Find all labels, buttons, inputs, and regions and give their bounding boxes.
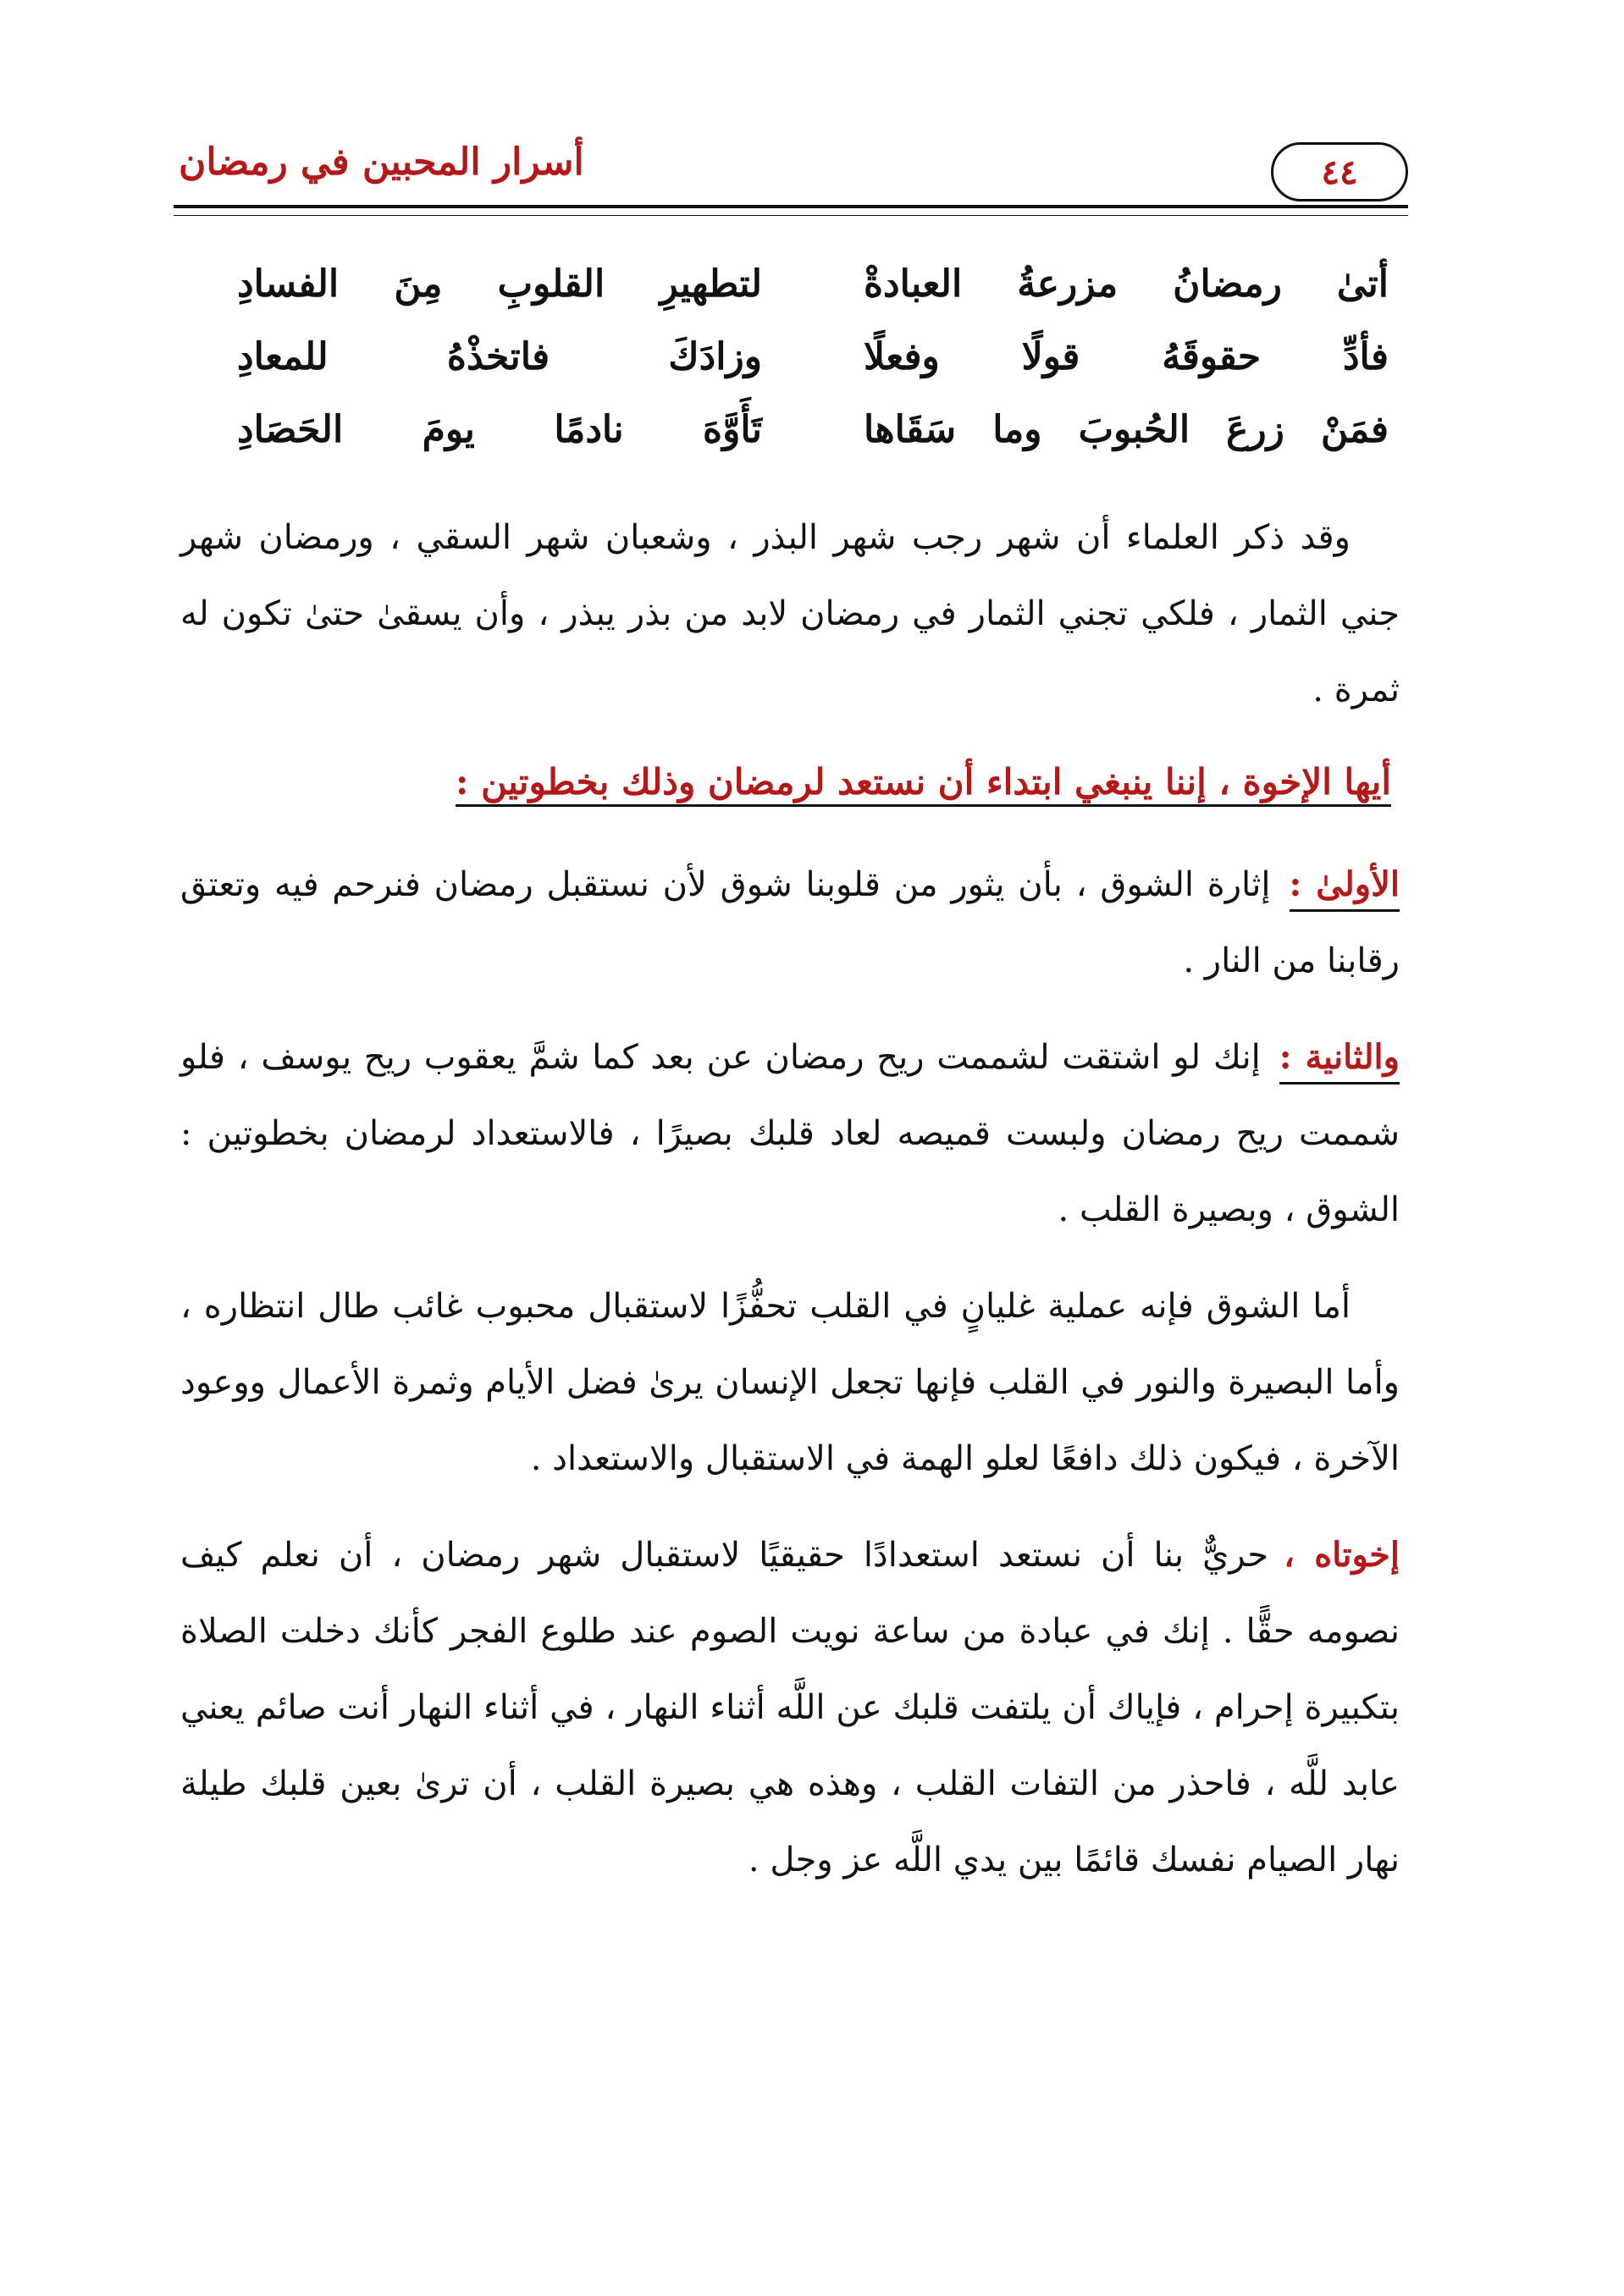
brothers-label: إخوتاه ،: [1284, 1535, 1400, 1575]
poem-second-hemistich: لتطهيرِ القلوبِ مِنَ الفسادِ: [237, 262, 762, 306]
paragraph-brothers: [180, 1517, 1400, 1898]
paragraph-first-step: [180, 847, 1400, 999]
second-step-label: والثانية :: [1279, 1037, 1400, 1085]
page-number: ٤٤: [1321, 152, 1358, 192]
poem-line: [237, 247, 1389, 320]
page-number-badge: [1271, 142, 1408, 201]
first-step-label: الأولىٰ :: [1290, 864, 1400, 912]
poem-first-hemistich: أتىٰ رمضانُ مزرعةُ العبادةْ: [864, 262, 1389, 306]
header-rule-thin: [174, 215, 1408, 216]
section-heading-text: أيها الإخوة ، إننا ينبغي ابتداء أن نستعد لرمضان وذلك بخطوتين :: [456, 761, 1391, 807]
first-step-text: إثارة الشوق ، بأن يثور من قلوبنا شوق لأن نستقبل رمضان فنرحم فيه وتعتق رقابنا من النار .: [180, 865, 1400, 980]
poem-second-hemistich: وزادَكَ فاتخذْهُ للمعادِ: [237, 334, 762, 378]
paragraph-longing: أما الشوق فإنه عملية غليانٍ في القلب تحفُّزًا لاستقبال محبوب غائب طال انتظاره ، وأما البصيرة والنور في القلب فإنها تجعل الإنسان يرىٰ فضل الأيام وثمرة الأعمال ووعود الآخرة ، فيكون ذلك دافعًا لعلو الهمة في الاستقبال والاستعداد .: [180, 1287, 1400, 1478]
paragraph-seasons: وقد ذكر العلماء أن شهر رجب شهر البذر ، وشعبان شهر السقي ، ورمضان شهر جني الثمار ، فلكي تجني الثمار في رمضان لابد من بذر يبذر ، وأن يسقىٰ حتىٰ تكون له ثمرة .: [180, 518, 1400, 709]
poem-first-hemistich: فأدِّ حقوقَهُ قولًا وفعلًا: [864, 334, 1389, 378]
page-body: [180, 499, 1400, 1918]
header-rule: [174, 205, 1408, 208]
book-title: أسرار المحبين في رمضان: [179, 141, 584, 184]
brothers-text: حريٌّ بنا أن نستعد استعدادًا حقيقيًا لاستقبال شهر رمضان ، أن نعلم كيف نصومه حقًّا . إنك في عبادة من ساعة نويت الصوم عند طلوع الفجر كأنك دخلت الصلاة بتكبيرة إحرام ، فإياك أن يلتفت قلبك عن اللَّه أثناء النهار ، في أثناء النهار أنت صائم يعني عابد للَّه ، فاحذر من التفات القلب ، وهذه هي بصيرة القلب ، أن ترىٰ بعين قلبك طيلة نهار الصيام نفسك قائمًا بين يدي اللَّه عز وجل .: [180, 1536, 1400, 1879]
section-heading: [180, 748, 1400, 816]
poem: [237, 247, 1389, 466]
paragraph-second-step: [180, 1019, 1400, 1248]
second-step-text: إنك لو اشتقت لشممت ريح رمضان عن بعد كما شمَّ يعقوب ريح يوسف ، فلو شممت ريح رمضان ولبست قميصه لعاد قلبك بصيرًا ، فالاستعداد لرمضان بخطوتين : الشوق ، وبصيرة القلب .: [180, 1038, 1400, 1229]
poem-second-hemistich: تَأَوَّهَ نادمًا يومَ الحَصَادِ: [237, 407, 762, 451]
poem-line: [237, 320, 1389, 393]
poem-line: [237, 393, 1389, 466]
page-header: [174, 127, 1408, 220]
poem-first-hemistich: فمَنْ زرعَ الحُبوبَ وما سَقَاها: [864, 407, 1389, 451]
